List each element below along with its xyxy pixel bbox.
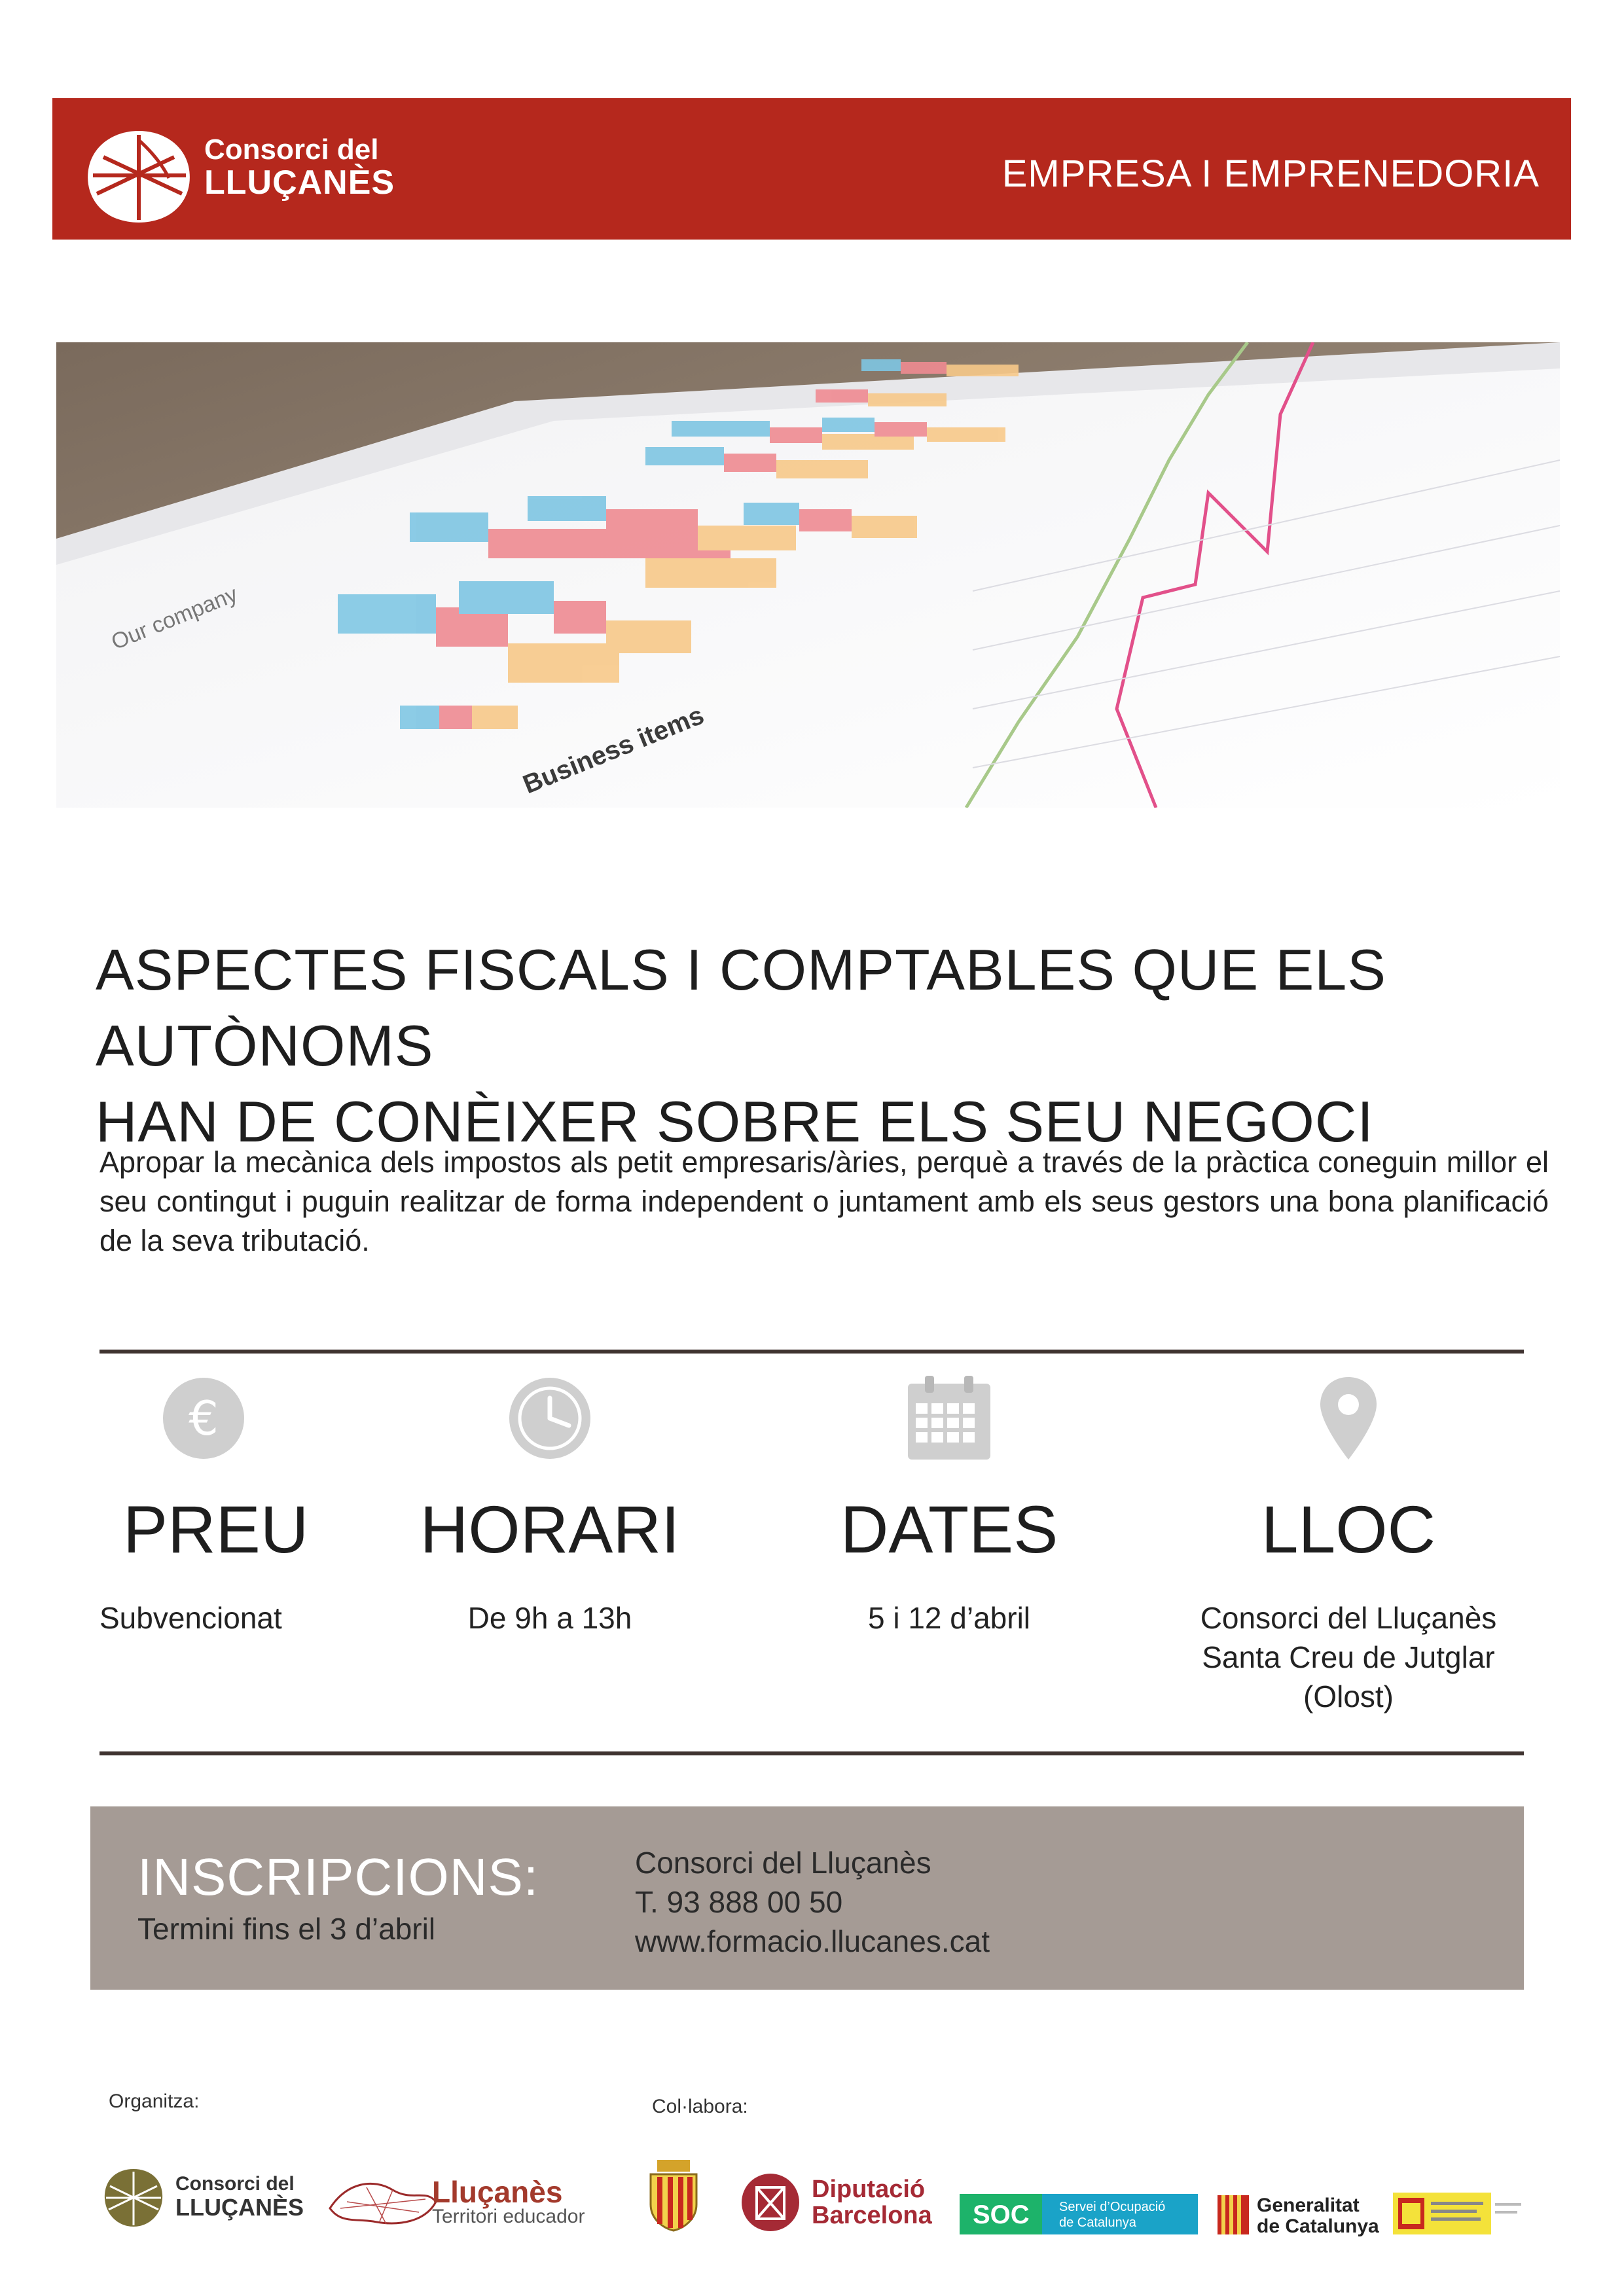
hero-photo [56,342,1560,808]
diputacio-line2: Barcelona [812,2201,932,2229]
inscriptions-title: INSCRIPCIONS: [137,1848,539,1906]
brand-line2: LLUÇANÈS [204,164,395,202]
footer-consorci-line2: LLUÇANÈS [175,2194,304,2221]
soc-label: SOC [973,2200,1030,2229]
soc-sub2: de Catalunya [1059,2215,1136,2230]
consorci-leaf-logo-icon [84,126,194,224]
contact-web-link[interactable]: www.formacio.llucanes.cat [635,1924,990,1958]
inscriptions-contact [635,1843,990,1961]
brand-name [204,135,395,201]
soc-sub1: Servei d’Ocupació [1059,2200,1166,2214]
gencat-line1: Generalitat [1257,2195,1360,2216]
place-line1: Consorci del Lluçanès [1200,1601,1497,1635]
place-line2: Santa Creu de Jutglar [1202,1640,1495,1674]
schedule-label: HORARI [420,1492,680,1567]
course-title [96,932,1575,1160]
map-pin-icon [1305,1374,1392,1462]
info-price [99,1374,309,1638]
consorci-leaf-green-icon [102,2166,165,2229]
collabora-label: Col·labora: [652,2096,748,2117]
dates-value: 5 i 12 d’abril [867,1601,1031,1635]
clock-icon [506,1374,594,1462]
info-place [1165,1374,1532,1716]
place-label: LLOC [1261,1492,1436,1567]
section-tag: EMPRESA I EMPRENEDORIA [1001,152,1540,195]
place-line3: (Olost) [1303,1679,1394,1713]
hero-chart-illustration [56,342,1560,808]
footer-logo-diputacio [740,2172,949,2237]
diputacio-line1: Diputació [812,2176,926,2203]
organitza-label: Organitza: [109,2090,200,2112]
gencat-line2: de Catalunya [1257,2215,1379,2237]
euro-icon [160,1374,247,1462]
footer-logo-soc [960,2194,1198,2234]
course-title-line1: ASPECTES FISCALS I COMPTABLES QUE ELS AUTÒNOMS [96,937,1386,1078]
svg-text:€: € [189,1391,219,1446]
brand-line1: Consorci del [204,134,379,166]
footer-logo-consorci [102,2166,305,2232]
inscriptions-panel [90,1806,1524,1990]
hero-chart-title: Business items [518,700,708,800]
course-intro: Apropar la mecànica dels impostos als petit empresaris/àries, perquè a través de la pràctica coneguin millor el seu contingut i puguin realitzar de forma independent o juntament amb els seus gestors una bona planificació de la seva tributació. [99,1145,1549,1257]
schedule-value: De 9h a 13h [467,1601,632,1635]
footer-logo-generalitat [1218,2193,1388,2238]
divider-top [99,1350,1524,1354]
price-value: Subvencionat [99,1601,282,1635]
header-banner [52,98,1571,240]
course-title-line2: HAN DE CONÈIXER SOBRE ELS SEU NEGOCI [96,1089,1374,1154]
ministerio-logo-icon [1393,2189,1524,2238]
dates-label: DATES [840,1492,1058,1567]
divider-bottom [99,1751,1524,1755]
info-dates [812,1374,1087,1638]
inscriptions-deadline: Termini fins el 3 d’abril [137,1912,436,1946]
footer-logo-territori [327,2166,602,2232]
calendar-icon [905,1374,993,1462]
price-label: PREU [123,1492,309,1567]
place-value [1165,1598,1532,1716]
territori-line2: Territori educador [432,2206,585,2227]
info-schedule [412,1374,687,1638]
hero-side-text: Our company [107,581,242,655]
coat-of-arms-icon [645,2159,702,2232]
diputacio-seal-icon [740,2172,801,2233]
contact-org: Consorci del Lluçanès [635,1846,931,1880]
footer-consorci-line1: Consorci del [175,2173,295,2195]
generalitat-senyera-icon [1218,2195,1249,2234]
contact-phone[interactable]: T. 93 888 00 50 [635,1885,843,1919]
territori-mesh-icon [327,2176,439,2228]
territori-line1: Lluçanès [432,2175,563,2209]
